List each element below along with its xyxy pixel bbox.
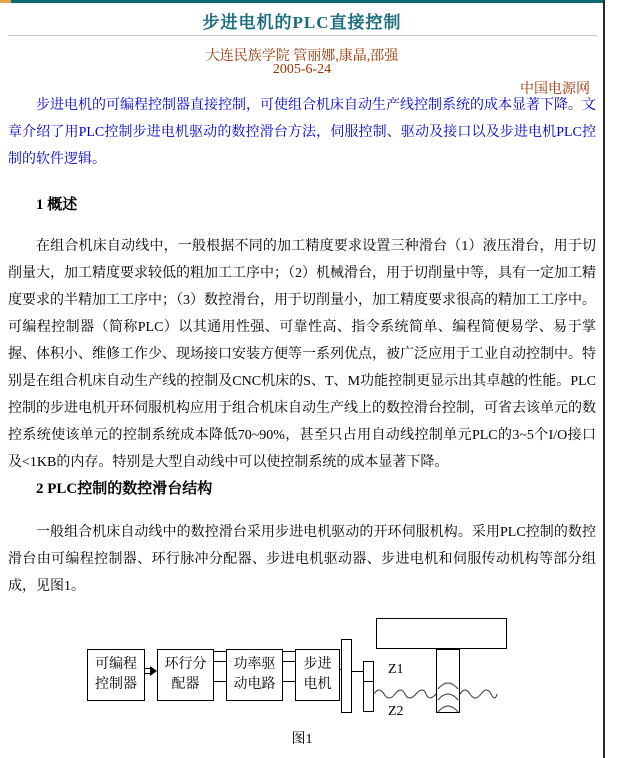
connector-line [283, 651, 295, 652]
connector-line [214, 681, 226, 682]
figure-1-caption: 图1 [291, 732, 313, 747]
source-site-link[interactable]: 中国电源网 [520, 82, 590, 97]
shaft-line [352, 671, 363, 672]
lead-screw-wave [374, 684, 498, 702]
top-left-accent-bar [0, 0, 11, 3]
title-divider [8, 35, 597, 36]
gear-divider-line [363, 681, 374, 682]
diagram-box-power-drive-line2: 动电路 [233, 677, 276, 692]
abstract-paragraph: 步进电机的可编程控制器直接控制，可使组合机床自动生产线控制系统的成本显著下降。文章介绍了用PLC控制步进电机驱动的数控滑台方法，伺服控制、驱动及接口以及步进电机PLC控制的软件逻辑。 [8, 98, 596, 167]
publish-date: 2005-6-24 [272, 62, 332, 77]
author-line: 大连民族学院 管丽娜,康晶,邵强 [205, 49, 399, 64]
arrow-head-icon [150, 666, 157, 676]
gear-label-z1: Z1 [388, 662, 404, 677]
diagram-box-power-drive [226, 649, 283, 701]
diagram-box-power-drive-line1: 功率驱 [233, 657, 276, 672]
diagram-box-ring-distributor [157, 649, 214, 701]
coupling-rect [341, 639, 352, 713]
diagram-box-plc-line2: 控制器 [95, 677, 137, 692]
nut-thread-arcs [437, 676, 459, 714]
figure-1-diagram [0, 612, 604, 758]
slide-table-rect [376, 618, 507, 649]
diagram-box-ring-distributor-line1: 环行分 [164, 657, 207, 672]
connector-line [214, 661, 226, 662]
section-1-heading: 1 概述 [36, 197, 78, 213]
diagram-box-stepper-motor-line2: 电机 [303, 677, 332, 692]
connector-line [214, 651, 226, 652]
diagram-box-plc-line1: 可编程 [95, 657, 137, 672]
diagram-box-stepper-motor [295, 649, 340, 701]
diagram-box-plc [87, 649, 145, 701]
connector-line [283, 661, 295, 662]
connector-line [283, 681, 295, 682]
diagram-box-stepper-motor-line1: 步进 [303, 657, 332, 672]
gear-pair-rect [363, 661, 374, 712]
section-2-body: 一般组合机床自动线中的数控滑台采用步进电机驱动的开环伺服机构。采用PLC控制的数控滑台由可编程控制器、环行脉冲分配器、步进电机驱动器、步进电机和伺服传动机构等部分组成，见图1。 [8, 525, 596, 594]
page-title: 步进电机的PLC直接控制 [202, 13, 402, 32]
section-1-body: 在组合机床自动线中，一般根据不同的加工精度要求设置三种滑台（1）液压滑台，用于切削量大，加工精度要求较低的粗加工工序中；（2）机械滑台，用于切削量中等，具有一定加工精度要求的半精加工工序中；（3）数控滑台，用于切削量小，加工精度要求很高的精加工工序中。可编程控制器（简称PLC）以其通用性强、可靠性高、指令系统简单、编程简便易学、易于掌握、体积小、维修工作少、现场接口安装方便等一系列优点，被广泛应用于工业自动控制中。特别是在组合机床自动生产线的控制及CNC机床的S、T、M功能控制更显示出其卓越的性能。PLC控制的步进电机开环伺服机构应用于组合机床自动生产线上的数控滑台控制，可省去该单元的数控系统使该单元的控制系统成本降低70~90%，甚至只占用自动线控制单元PLC的3~5个I/O接口及<1KB的内存。特别是大型自动线中可以使控制系统的成本显著下降。 [8, 239, 596, 470]
top-border-bar [11, 0, 605, 3]
gear-label-z2: Z2 [388, 704, 404, 719]
section-2-heading: 2 PLC控制的数控滑台结构 [36, 481, 213, 497]
diagram-box-ring-distributor-line2: 配器 [171, 677, 200, 692]
